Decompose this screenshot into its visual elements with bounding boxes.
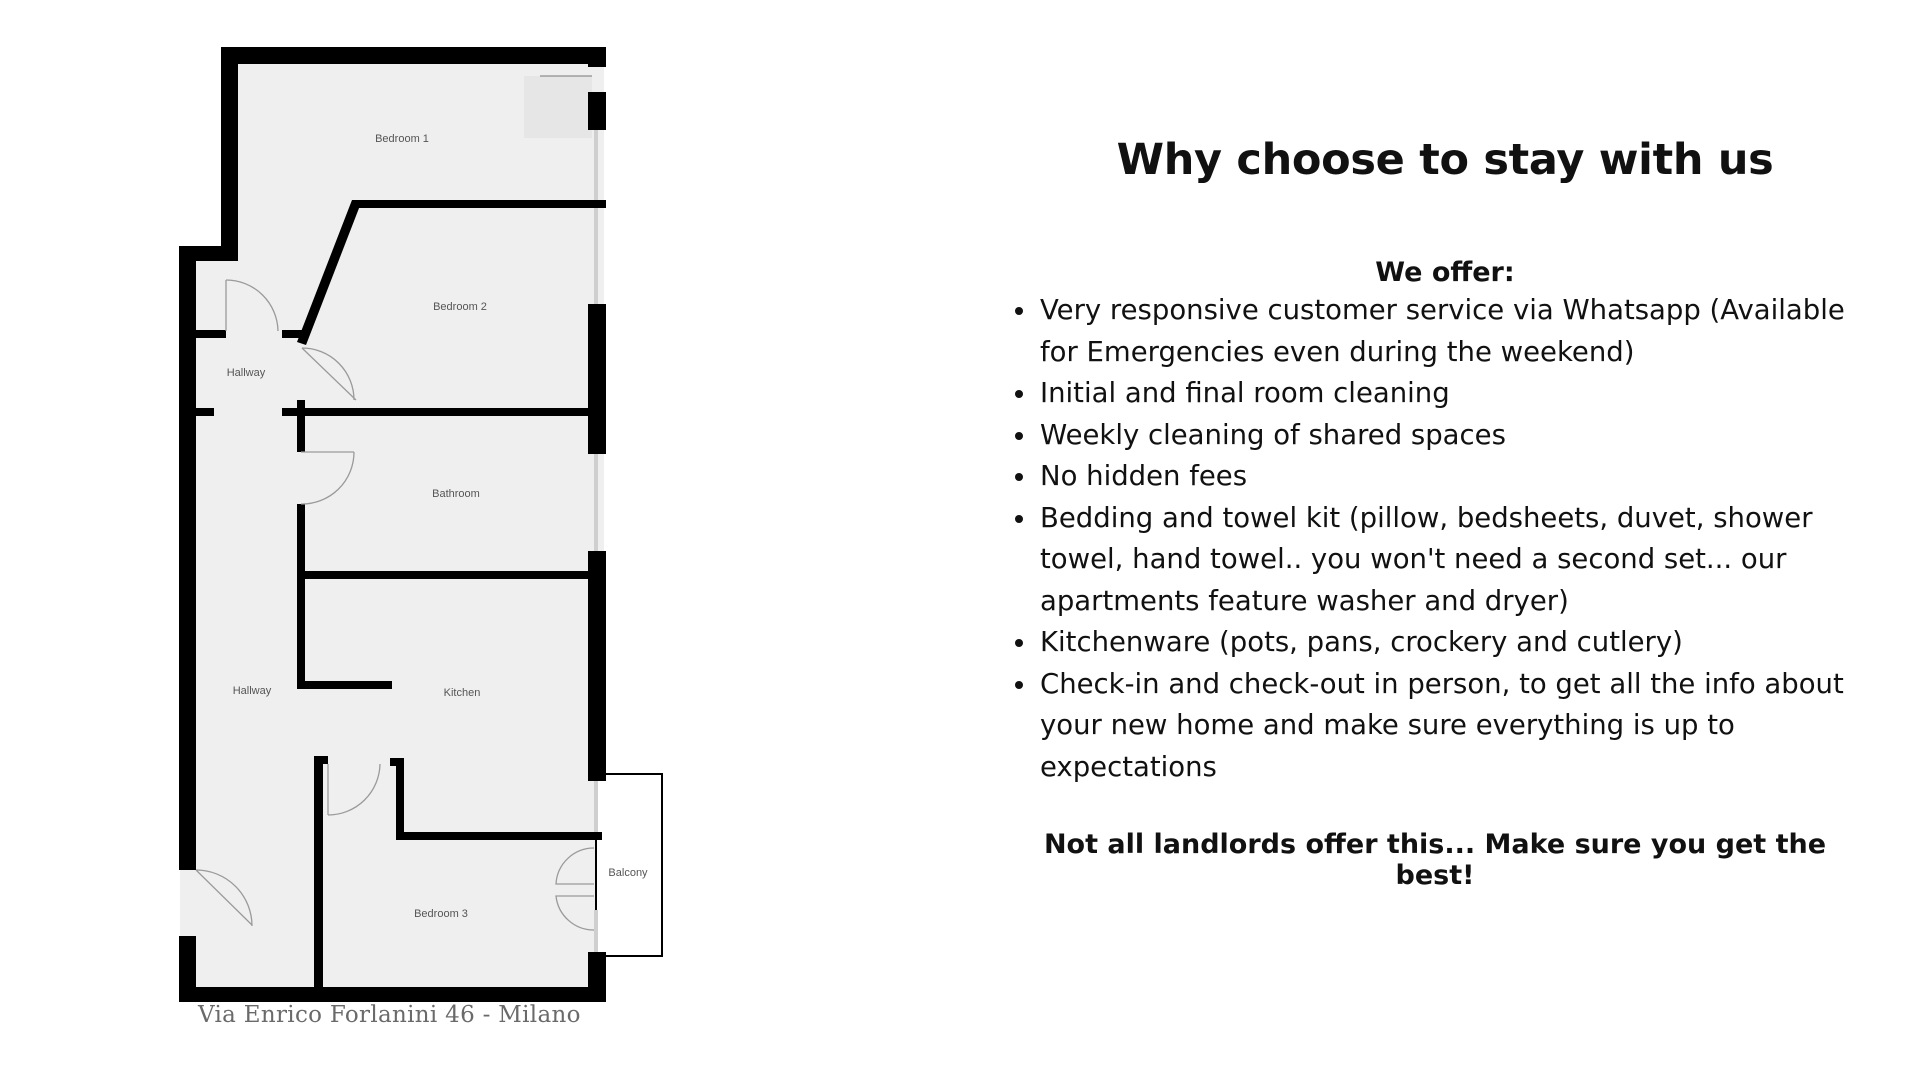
- property-address: Via Enrico Forlanini 46 - Milano: [198, 1002, 581, 1028]
- list-item: • No hidden fees: [1038, 456, 1870, 498]
- window: [524, 76, 592, 138]
- room-label-bedroom-3: Bedroom 3: [414, 908, 468, 920]
- offer-heading: We offer:: [1375, 257, 1515, 288]
- room-label-bedroom-2: Bedroom 2: [433, 301, 487, 313]
- room-label-balcony: Balcony: [608, 867, 648, 879]
- room-label-hallway-top: Hallway: [226, 367, 266, 379]
- list-item: • Bedding and towel kit (pillow, bedsheets, duvet, shower towel, hand towel.. you won't need a second set... our apartments feature washer and dryer): [1038, 498, 1870, 623]
- room-label-kitchen: Kitchen: [443, 687, 481, 699]
- room-label-bedroom-1: Bedroom 1: [375, 133, 429, 145]
- list-item: • Kitchenware (pots, pans, crockery and cutlery): [1038, 622, 1870, 664]
- offer-list: [990, 290, 1870, 788]
- page-title: Why choose to stay with us: [1116, 135, 1774, 185]
- list-item: • Initial and final room cleaning: [1038, 373, 1870, 415]
- room-label-bathroom: Bathroom: [432, 488, 480, 500]
- room-label-hallway-main: Hallway: [232, 685, 272, 697]
- list-item: • Weekly cleaning of shared spaces: [1038, 415, 1870, 457]
- list-item: • Very responsive customer service via Whatsapp (Available for Emergencies even during the weekend): [1038, 290, 1870, 373]
- closing-statement: Not all landlords offer this... Make sure you get the best!: [1043, 829, 1827, 891]
- floor-area: [180, 50, 604, 995]
- list-item: • Check-in and check-out in person, to get all the info about your new home and make sure everything is up to expectations: [1038, 664, 1870, 789]
- balcony: [596, 774, 662, 956]
- info-panel: [990, 135, 1870, 891]
- floorplan: [0, 0, 720, 1080]
